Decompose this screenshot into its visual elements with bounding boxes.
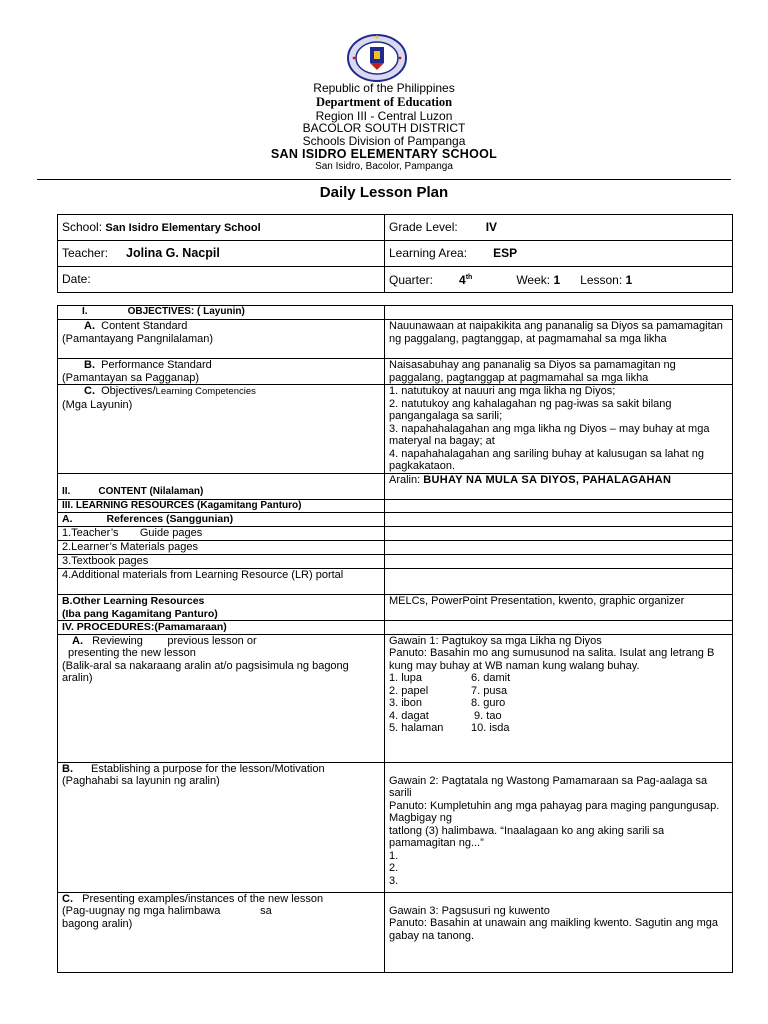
content-standard-value: Nauunawaan at naipakikita ang pananalig sa Diyos sa pamamagitan ng paggalang, pagtanggap, at pagmamahal sa mga likha: [385, 320, 733, 359]
row-content: [58, 473, 733, 499]
date-label: Date:: [62, 272, 91, 287]
gawain3-instructions: Panuto: Basahin at unawain ang maikling kwento. Sagutin ang mga gabay na tanong.: [389, 917, 718, 942]
objectives-label-small: Learning Competencies: [155, 386, 256, 397]
gawain1-item: 3. ibon: [389, 697, 423, 709]
objective-item: 4. napahahalagahan ang sariling buhay at kalusugan sa lahat ng pagkakataon.: [389, 447, 704, 472]
row-performance-standard: [58, 359, 733, 385]
gawain1-title: Gawain 1: Pagtukoy sa mga Likha ng Diyos: [389, 634, 602, 647]
row-other-resources: [58, 595, 733, 621]
row-motivation: [58, 762, 733, 892]
row-additional-materials: [58, 569, 733, 595]
motivation-sub: (Paghahabi sa layunin ng aralin): [62, 775, 220, 787]
other-resources-value: MELCs, PowerPoint Presentation, kwento, graphic organizer: [385, 595, 733, 621]
reviewing-label: Reviewing previous lesson or: [92, 634, 257, 647]
examples-sub: (Pag-uugnay ng mga halimbawa sa: [62, 905, 272, 917]
row-references: [58, 513, 733, 527]
gawain1-item: 9. tao: [471, 709, 502, 722]
gawain1-item-row: [389, 710, 728, 723]
other-resources-sub: (Iba pang Kagamitang Panturo): [62, 607, 218, 620]
week-label: Week:: [516, 273, 551, 288]
week-value: 1: [553, 273, 561, 288]
learning-resources-title: III. LEARNING RESOURCES (Kagamitang Panturo): [58, 499, 385, 513]
row-textbook: [58, 555, 733, 569]
examples-sub-2: bagong aralin): [62, 917, 133, 930]
republic-line: Republic of the Philippines: [313, 81, 455, 95]
school-value: San Isidro Elementary School: [105, 221, 261, 234]
gawain1-item: 1. lupa: [389, 672, 423, 684]
content-num: II.: [62, 486, 71, 497]
lesson-value: 1: [625, 273, 633, 288]
additional-materials-label: 4.Additional materials from Learning Resource (LR) portal: [58, 569, 385, 595]
info-row-school: [58, 215, 733, 241]
quarter-label: Quarter:: [389, 273, 434, 288]
reviewing-label-2: presenting the new lesson: [68, 647, 196, 659]
division-line: Schools Division of Pampanga: [302, 134, 466, 148]
objective-item: 1. natutukoy at nauuri ang mga likha ng Diyos;: [389, 385, 616, 397]
lesson-label: Lesson:: [580, 273, 623, 288]
region-line: Region III - Central Luzon: [315, 109, 453, 123]
aralin-value: BUHAY NA MULA SA DIYOS, PAHALAGAHAN: [423, 473, 672, 486]
objectives-num: I.: [82, 306, 88, 317]
gawain2-item: 3.: [389, 874, 399, 887]
textbook-label: 3.Textbook pages: [58, 555, 385, 569]
info-row-date: [58, 267, 733, 293]
reviewing-sub: (Balik-aral sa nakaraang aralin at/o pagsisimula ng bagong aralin): [62, 659, 349, 684]
row-learning-resources: [58, 499, 733, 513]
gawain1-item-row: [389, 697, 728, 710]
performance-standard-value: Naisasabuhay ang pananalig sa Diyos sa pamamagitan ng paggalang, pagtanggap at pagmamahal sa mga likha: [385, 359, 733, 385]
gawain2-line: tatlong (3) halimbawa. “Inaalagaan ko ang aking sarili sa pamamagitan ng...”: [389, 824, 665, 849]
performance-standard-label: Performance Standard: [101, 359, 212, 371]
deped-seal: [346, 33, 408, 83]
row-procedures: [58, 621, 733, 635]
gawain1-instructions: Panuto: Basahin mo ang sumusunod na salita. Isulat ang letrang B kung may buhay at WB naman kung walang buhay.: [389, 647, 715, 672]
content-standard-sub: (Pamantayang Pangnilalaman): [62, 332, 214, 345]
row-teachers-guide: [58, 527, 733, 541]
row-learners-materials: [58, 541, 733, 555]
gawain1-item-row: [389, 722, 728, 735]
examples-letter: C.: [62, 892, 73, 905]
area-value: ESP: [493, 246, 518, 261]
area-label: Learning Area:: [389, 246, 468, 261]
school-label: School:: [62, 219, 103, 234]
gawain1-item: 7. pusa: [471, 684, 508, 697]
objectives-title: OBJECTIVES: ( Layunin): [127, 306, 245, 317]
page-title: Daily Lesson Plan: [319, 184, 449, 201]
gawain1-item: 10. isda: [471, 722, 510, 734]
objectives-label: Objectives/: [101, 385, 156, 397]
motivation-letter: B.: [62, 762, 73, 775]
row-objectives-competencies: [58, 385, 733, 474]
objective-item: 2. natutukoy ang kahalagahan ng pag-iwas sa sakit bilang pangangalaga sa sarili;: [389, 397, 672, 422]
objective-item: 3. napahahalagahan ang mga likha ng Diyos – may buhay at mga materyal na bagay; at: [389, 422, 710, 447]
row-content-standard: [58, 320, 733, 359]
gawain1-item-row: [389, 672, 728, 685]
content-standard-label: Content Standard: [101, 320, 188, 332]
gawain2-title: Gawain 2: Pagtatala ng Wastong Pamamaraan sa Pag-aalaga sa sarili: [389, 774, 708, 799]
gawain2-item: 2.: [389, 862, 399, 874]
performance-standard-sub: (Pamantayan sa Pagganap): [62, 371, 199, 384]
gawain1-item: 4. dagat: [389, 709, 429, 722]
school-name: SAN ISIDRO ELEMENTARY SCHOOL: [270, 147, 498, 161]
row-presenting-examples: [58, 892, 733, 972]
gawain1-item: 6. damit: [471, 672, 511, 684]
header-divider: [37, 179, 731, 180]
aralin-label: Aralin:: [389, 473, 421, 486]
gawain2-item: 1.: [389, 849, 399, 862]
grade-label: Grade Level:: [389, 220, 458, 235]
references-letter: A.: [62, 513, 73, 525]
reviewing-letter: A.: [72, 634, 83, 647]
grade-value: IV: [485, 220, 498, 235]
school-address: San Isidro, Bacolor, Pampanga: [315, 161, 453, 172]
info-row-teacher: [58, 241, 733, 267]
performance-standard-letter: B.: [84, 359, 95, 371]
teacher-label: Teacher:: [62, 246, 109, 261]
content-standard-letter: A.: [84, 320, 95, 332]
row-reviewing: [58, 634, 733, 762]
department-line: Department of Education: [315, 95, 453, 109]
gawain2-instructions: Panuto: Kumpletuhin ang mga pahayag para maging pangungusap. Magbigay ng: [389, 799, 720, 824]
lesson-plan-table: [57, 305, 733, 973]
references-title: References (Sanggunian): [106, 513, 234, 525]
examples-label: Presenting examples/instances of the new lesson: [82, 892, 324, 905]
objectives-letter: C.: [84, 385, 95, 397]
teacher-value: Jolina G. Nacpil: [126, 246, 220, 261]
gawain1-item: 5. halaman: [389, 722, 444, 734]
motivation-label: Establishing a purpose for the lesson/Motivation: [91, 762, 325, 775]
teachers-guide-label: 1.Teacher’s Guide pages: [58, 527, 385, 541]
objectives-sub: (Mga Layunin): [62, 398, 133, 411]
row-objectives: [58, 306, 733, 320]
quarter-value: 4: [459, 273, 466, 288]
learners-materials-label: 2.Learner’s Materials pages: [58, 541, 385, 555]
gawain1-item: 2. papel: [389, 684, 429, 697]
procedures-title: IV. PROCEDURES:(Pamamaraan): [58, 621, 385, 635]
gawain3-title: Gawain 3: Pagsusuri ng kuwento: [389, 904, 550, 917]
quarter-suffix: th: [465, 274, 473, 282]
info-table: [57, 214, 733, 293]
gawain1-item: 8. guro: [471, 697, 506, 709]
other-resources-title: B.Other Learning Resources: [62, 595, 205, 607]
gawain1-item-row: [389, 685, 728, 698]
content-title: CONTENT (Nilalaman): [98, 486, 204, 497]
district-line: BACOLOR SOUTH DISTRICT: [302, 121, 466, 135]
